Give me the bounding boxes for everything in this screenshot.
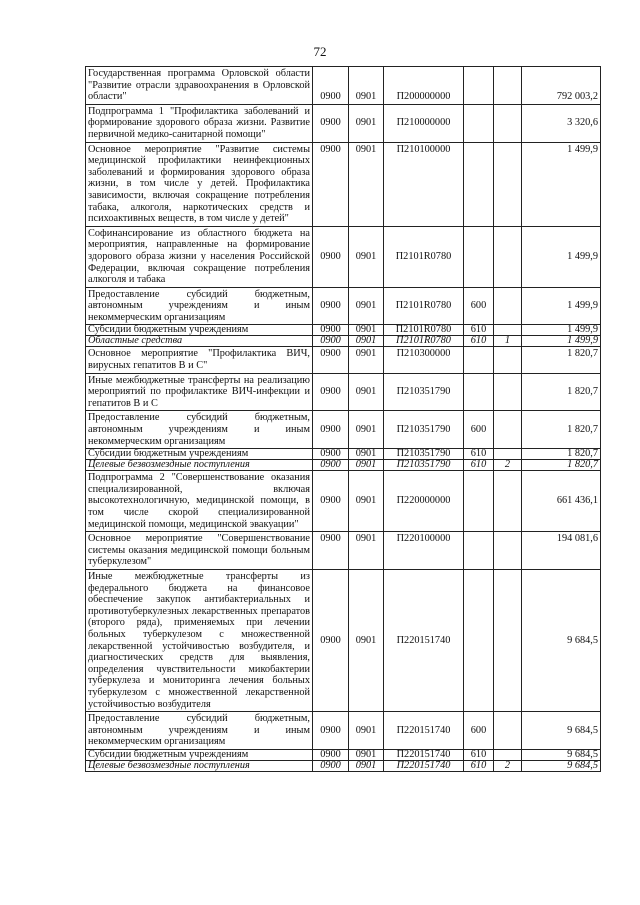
expense-type-cell: 610: [464, 749, 494, 760]
section-code-cell: 0900: [313, 471, 349, 532]
expense-type-cell: [464, 532, 494, 570]
target-code-cell: П220151740: [384, 760, 464, 771]
subsection-code-cell: 0901: [349, 142, 384, 226]
expense-type-cell: [464, 226, 494, 287]
row-name-cell: Субсидии бюджетным учреждениям: [86, 749, 313, 760]
funding-source-cell: [494, 226, 522, 287]
target-code-cell: П210351790: [384, 411, 464, 449]
subsection-code-cell: 0901: [349, 449, 384, 460]
row-name-cell: Иные межбюджетные трансферты на реализацию мероприятий по профилактике ВИЧ-инфекции и гепатитов В и С: [86, 373, 313, 411]
target-code-cell: П220151740: [384, 712, 464, 750]
row-name-cell: Субсидии бюджетным учреждениям: [86, 449, 313, 460]
table-row: [86, 325, 601, 336]
expense-type-cell: 610: [464, 449, 494, 460]
amount-cell: 1 499,9: [522, 336, 601, 347]
table-row: [86, 712, 601, 750]
row-name-cell: Субсидии бюджетным учреждениям: [86, 325, 313, 336]
expense-type-cell: 600: [464, 411, 494, 449]
budget-table-body: [86, 67, 601, 772]
expense-type-cell: [464, 67, 494, 105]
section-code-cell: 0900: [313, 411, 349, 449]
expense-type-cell: 610: [464, 336, 494, 347]
expense-type-cell: [464, 569, 494, 711]
target-code-cell: П2101R0780: [384, 336, 464, 347]
target-code-cell: П210300000: [384, 347, 464, 373]
expense-type-cell: 600: [464, 287, 494, 325]
amount-cell: 9 684,5: [522, 712, 601, 750]
table-row: [86, 287, 601, 325]
amount-cell: 9 684,5: [522, 749, 601, 760]
table-row: [86, 142, 601, 226]
target-code-cell: П220151740: [384, 569, 464, 711]
subsection-code-cell: 0901: [349, 104, 384, 142]
section-code-cell: 0900: [313, 712, 349, 750]
expense-type-cell: [464, 142, 494, 226]
row-name-cell: Предоставление субсидий бюджетным, автономным учреждениям и иным некоммерческим организациям: [86, 411, 313, 449]
section-code-cell: 0900: [313, 449, 349, 460]
section-code-cell: 0900: [313, 67, 349, 105]
row-name-cell: Основное мероприятие "Профилактика ВИЧ, вирусных гепатитов В и С": [86, 347, 313, 373]
subsection-code-cell: 0901: [349, 471, 384, 532]
funding-source-cell: [494, 142, 522, 226]
funding-source-cell: [494, 712, 522, 750]
target-code-cell: П200000000: [384, 67, 464, 105]
table-row: [86, 569, 601, 711]
table-row: [86, 226, 601, 287]
section-code-cell: 0900: [313, 287, 349, 325]
funding-source-cell: [494, 325, 522, 336]
expense-type-cell: [464, 373, 494, 411]
subsection-code-cell: 0901: [349, 226, 384, 287]
budget-table: [85, 66, 601, 772]
expense-type-cell: 610: [464, 325, 494, 336]
expense-type-cell: 600: [464, 712, 494, 750]
row-name-cell: Предоставление субсидий бюджетным, автономным учреждениям и иным некоммерческим организациям: [86, 287, 313, 325]
funding-source-cell: 1: [494, 336, 522, 347]
subsection-code-cell: 0901: [349, 325, 384, 336]
funding-source-cell: [494, 104, 522, 142]
section-code-cell: 0900: [313, 347, 349, 373]
subsection-code-cell: 0901: [349, 749, 384, 760]
amount-cell: 661 436,1: [522, 471, 601, 532]
subsection-code-cell: 0901: [349, 347, 384, 373]
subsection-code-cell: 0901: [349, 287, 384, 325]
amount-cell: 9 684,5: [522, 760, 601, 771]
section-code-cell: 0900: [313, 532, 349, 570]
funding-source-cell: [494, 411, 522, 449]
subsection-code-cell: 0901: [349, 712, 384, 750]
subsection-code-cell: 0901: [349, 67, 384, 105]
funding-source-cell: [494, 449, 522, 460]
section-code-cell: 0900: [313, 226, 349, 287]
amount-cell: 1 499,9: [522, 226, 601, 287]
subsection-code-cell: 0901: [349, 460, 384, 471]
target-code-cell: П210351790: [384, 373, 464, 411]
section-code-cell: 0900: [313, 760, 349, 771]
section-code-cell: 0900: [313, 104, 349, 142]
row-name-cell: Основное мероприятие "Развитие системы медицинской профилактики неинфекционных заболеваний и формирования здорового образа жизни, в том числе у детей. Профилактика зависимости, включая сокращение потребления табака, алкоголя, наркотических средств и психоактивных веществ, в том числе у детей": [86, 142, 313, 226]
amount-cell: 1 499,9: [522, 142, 601, 226]
target-code-cell: П210100000: [384, 142, 464, 226]
row-name-cell: Иные межбюджетные трансферты из федерального бюджета на финансовое обеспечение закупок антибактериальных и противотуберкулезных лекарственных препаратов (второго ряда), применяемых при лечении больных туберкулезом с множественной лекарственной устойчивостью возбудителя, и диагностических средств для выявления, определения чувствительности микобактерии туберкулеза и мониторинга лечения больных туберкулезом с множественной лекарственной устойчивостью возбудителя: [86, 569, 313, 711]
funding-source-cell: [494, 532, 522, 570]
amount-cell: 792 003,2: [522, 67, 601, 105]
target-code-cell: П220000000: [384, 471, 464, 532]
table-row: [86, 373, 601, 411]
amount-cell: 9 684,5: [522, 569, 601, 711]
table-row: [86, 336, 601, 347]
page-number: 72: [313, 44, 327, 59]
subsection-code-cell: 0901: [349, 569, 384, 711]
row-name-cell: Софинансирование из областного бюджета на мероприятия, направленные на формирование здорового образа жизни у населения Российской Федерации, включая сокращение потребления алкоголя и табака: [86, 226, 313, 287]
amount-cell: 1 820,7: [522, 347, 601, 373]
amount-cell: 3 320,6: [522, 104, 601, 142]
funding-source-cell: [494, 569, 522, 711]
row-name-cell: Областные средства: [86, 336, 313, 347]
table-row: [86, 104, 601, 142]
section-code-cell: 0900: [313, 749, 349, 760]
funding-source-cell: [494, 347, 522, 373]
table-row: [86, 449, 601, 460]
amount-cell: 1 820,7: [522, 449, 601, 460]
row-name-cell: Подпрограмма 2 "Совершенствование оказания специализированной, включая высокотехнологичную, медицинской помощи, в том числе скорой специализированной медицинской помощи, медицинской эвакуации": [86, 471, 313, 532]
funding-source-cell: 2: [494, 760, 522, 771]
subsection-code-cell: 0901: [349, 336, 384, 347]
target-code-cell: П220100000: [384, 532, 464, 570]
table-row: [86, 471, 601, 532]
funding-source-cell: 2: [494, 460, 522, 471]
target-code-cell: П2101R0780: [384, 325, 464, 336]
amount-cell: 194 081,6: [522, 532, 601, 570]
funding-source-cell: [494, 67, 522, 105]
row-name-cell: Подпрограмма 1 "Профилактика заболеваний и формирование здорового образа жизни. Развитие первичной медико-санитарной помощи": [86, 104, 313, 142]
target-code-cell: П210351790: [384, 460, 464, 471]
expense-type-cell: [464, 471, 494, 532]
target-code-cell: П2101R0780: [384, 287, 464, 325]
amount-cell: 1 820,7: [522, 373, 601, 411]
target-code-cell: П210351790: [384, 449, 464, 460]
row-name-cell: Предоставление субсидий бюджетным, автономным учреждениям и иным некоммерческим организациям: [86, 712, 313, 750]
expense-type-cell: [464, 104, 494, 142]
section-code-cell: 0900: [313, 373, 349, 411]
section-code-cell: 0900: [313, 142, 349, 226]
expense-type-cell: 610: [464, 760, 494, 771]
amount-cell: 1 499,9: [522, 325, 601, 336]
amount-cell: 1 499,9: [522, 287, 601, 325]
row-name-cell: Целевые безвозмездные поступления: [86, 760, 313, 771]
funding-source-cell: [494, 373, 522, 411]
target-code-cell: П2101R0780: [384, 226, 464, 287]
expense-type-cell: 610: [464, 460, 494, 471]
row-name-cell: Основное мероприятие "Совершенствование системы оказания медицинской помощи больным туберкулезом": [86, 532, 313, 570]
subsection-code-cell: 0901: [349, 373, 384, 411]
table-row: [86, 67, 601, 105]
table-row: [86, 460, 601, 471]
funding-source-cell: [494, 749, 522, 760]
subsection-code-cell: 0901: [349, 532, 384, 570]
expense-type-cell: [464, 347, 494, 373]
table-row: [86, 411, 601, 449]
section-code-cell: 0900: [313, 569, 349, 711]
amount-cell: 1 820,7: [522, 411, 601, 449]
section-code-cell: 0900: [313, 336, 349, 347]
target-code-cell: П220151740: [384, 749, 464, 760]
table-row: [86, 749, 601, 760]
table-row: [86, 532, 601, 570]
section-code-cell: 0900: [313, 460, 349, 471]
funding-source-cell: [494, 471, 522, 532]
table-row: [86, 347, 601, 373]
target-code-cell: П210000000: [384, 104, 464, 142]
funding-source-cell: [494, 287, 522, 325]
subsection-code-cell: 0901: [349, 760, 384, 771]
row-name-cell: Государственная программа Орловской области "Развитие отрасли здравоохранения в Орловской области": [86, 67, 313, 105]
amount-cell: 1 820,7: [522, 460, 601, 471]
subsection-code-cell: 0901: [349, 411, 384, 449]
table-row: [86, 760, 601, 771]
section-code-cell: 0900: [313, 325, 349, 336]
row-name-cell: Целевые безвозмездные поступления: [86, 460, 313, 471]
